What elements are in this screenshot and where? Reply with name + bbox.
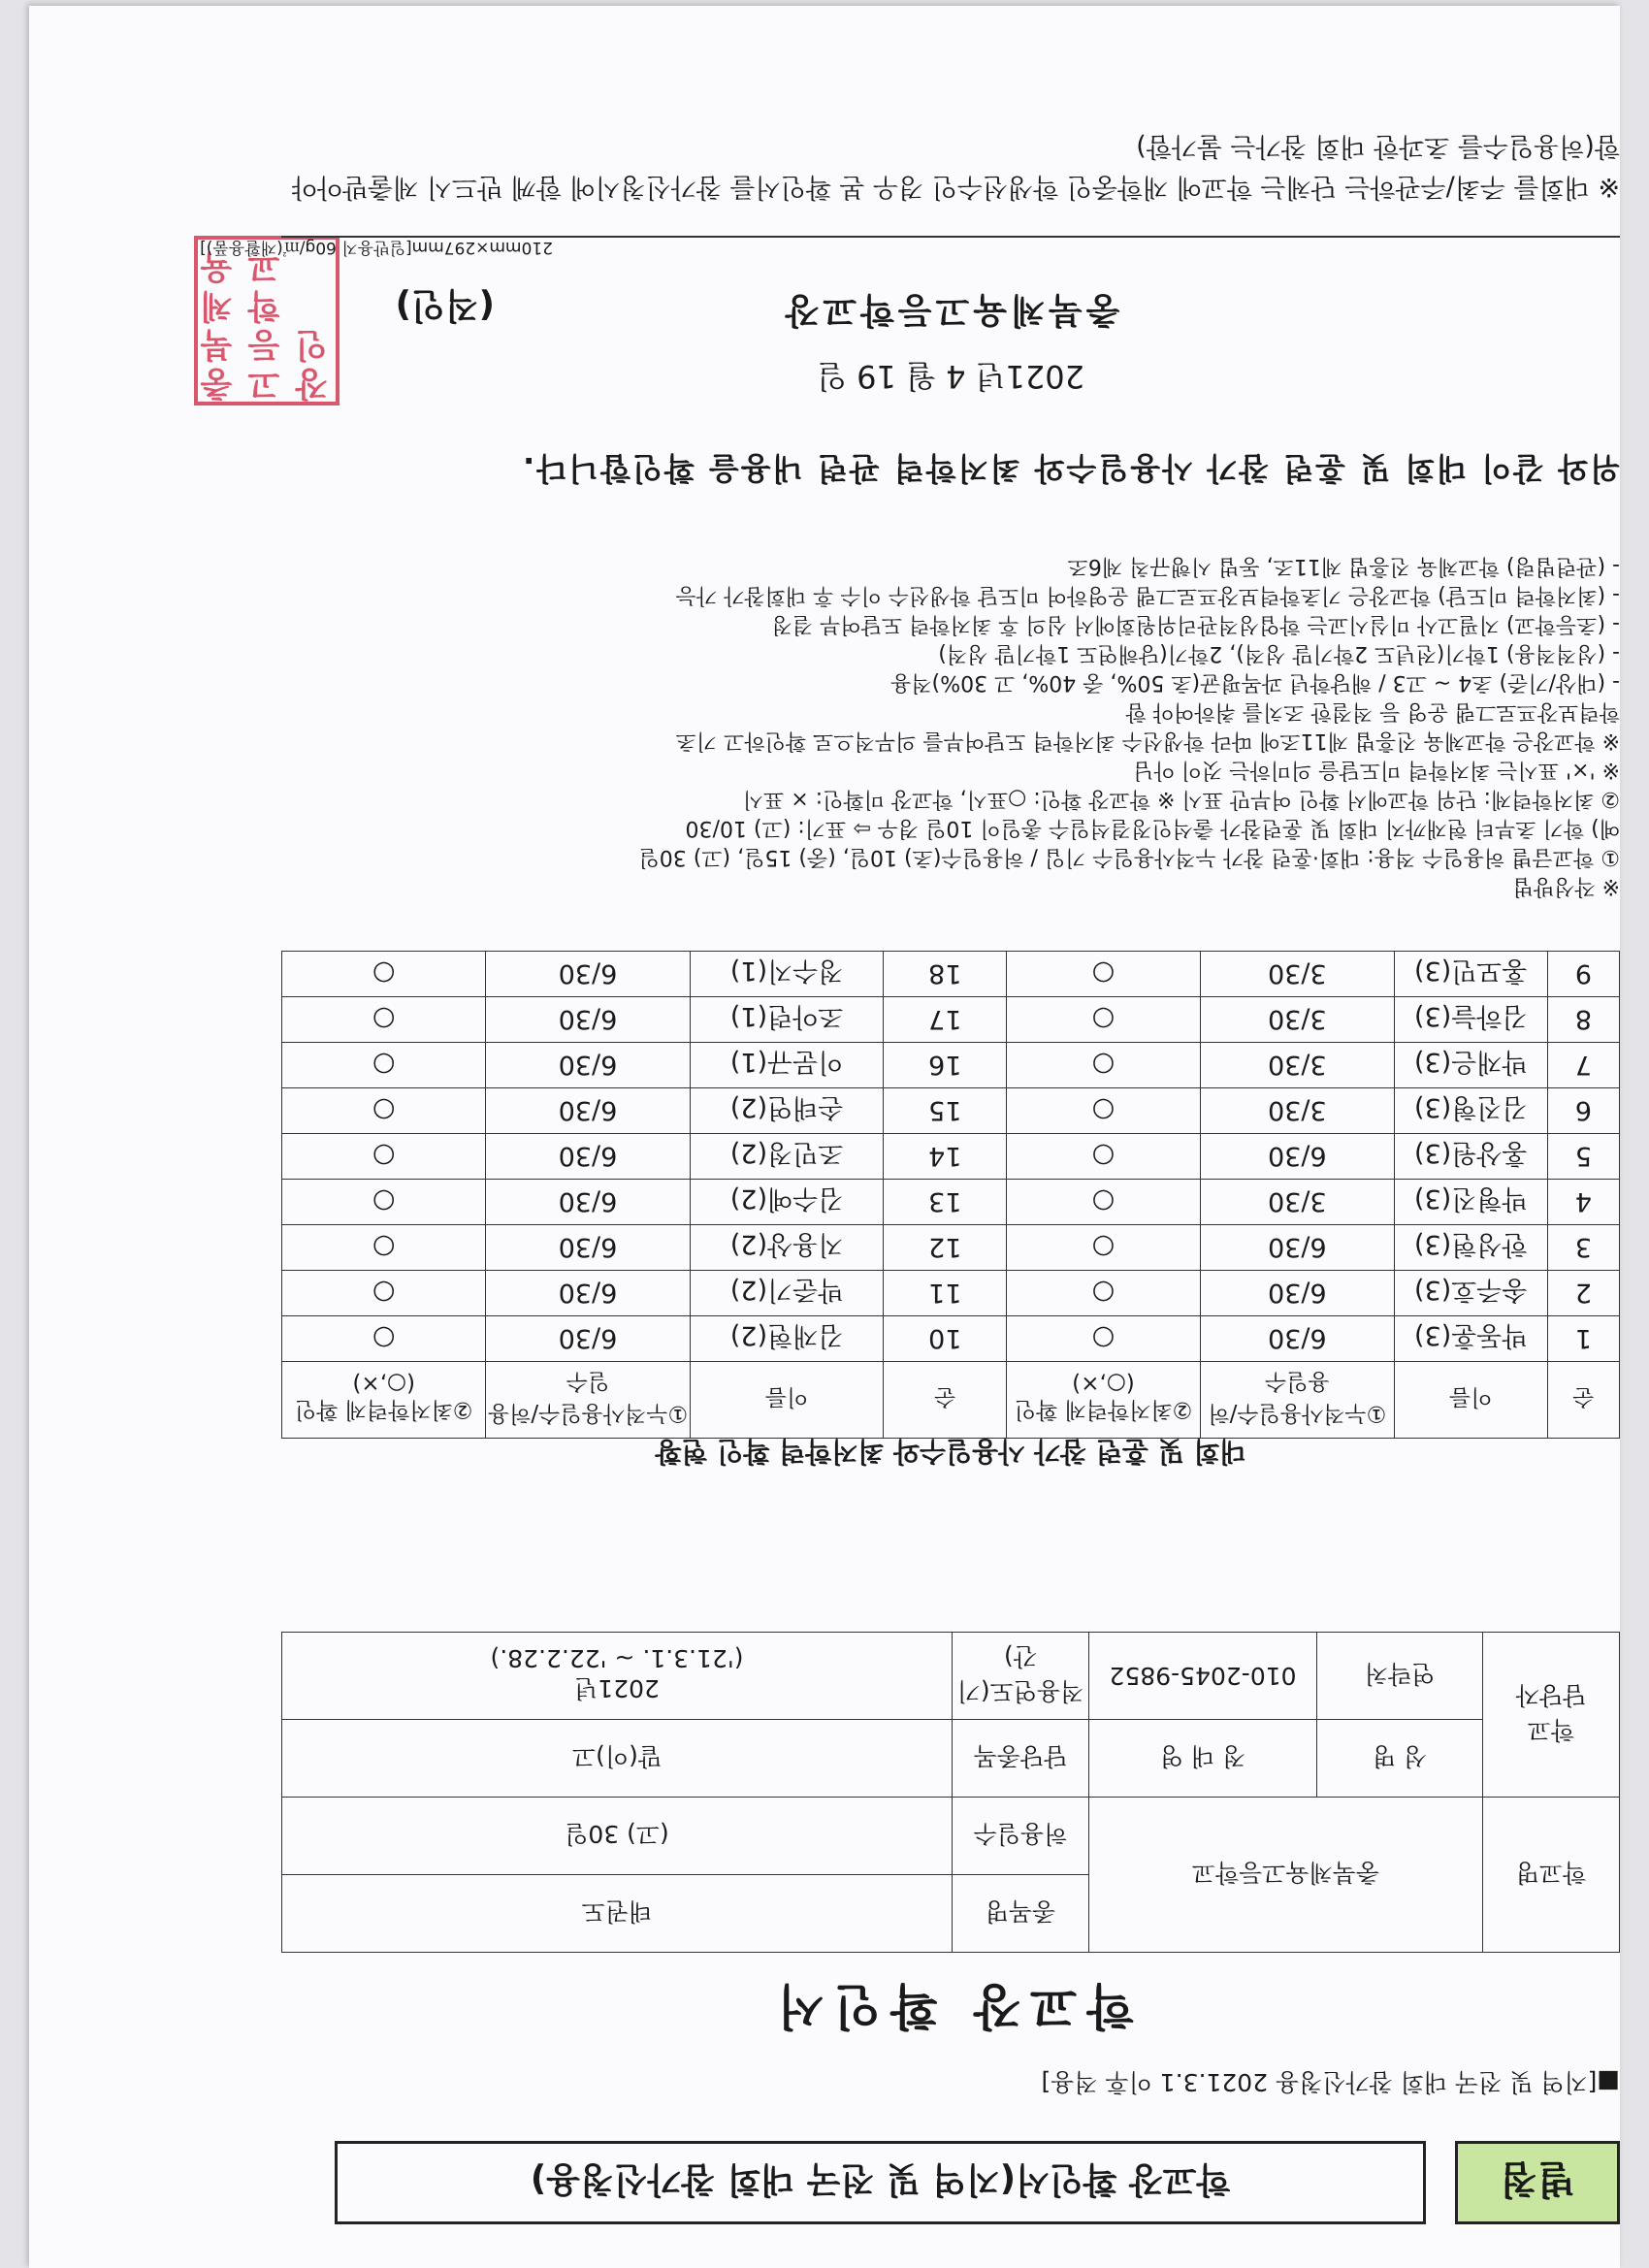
seal-placeholder: (직인) (395, 285, 495, 325)
student-name: 이문규(1) (690, 1043, 884, 1088)
capacity-value: (고) 30일 (282, 1798, 953, 1875)
student-days: 3/30 (1200, 997, 1394, 1043)
student-check: ○ (282, 1316, 486, 1362)
student-name: 김수예(2) (690, 1180, 884, 1225)
student-name: 손태연(2) (690, 1088, 884, 1134)
student-no: 10 (884, 1316, 1007, 1362)
event-label: 종목명 (953, 1875, 1089, 1953)
student-name: 김재현(2) (690, 1316, 884, 1362)
table-row (282, 952, 1620, 997)
student-check: ○ (282, 997, 486, 1043)
student-check: ○ (1007, 1134, 1201, 1180)
col-check-left: ②최저학력제 확인(○,×) (1007, 1362, 1201, 1439)
name-value: 정 대 영 (1089, 1720, 1317, 1798)
instruction-line: - (최저학력 미도달) 학교장은 기초학력보장프로그램 운영하여 미도달 학생선수 이수 후 대회참가 가능 (675, 583, 1620, 607)
instruction-line: ② 최저학력제: 단위 학교에서 확인 여부만 표시 ※ 학교장 확인: ○표시, 학교장 미확인: × 표시 (742, 787, 1620, 811)
document-sheet (29, 6, 1620, 2268)
student-no: 3 (1547, 1225, 1619, 1271)
period-value (282, 1633, 953, 1720)
instruction-line: 예) 학기 초부터 현재까지 대회 및 훈련참가 출석인정결석일수 총일이 10일 경우 ⇨ 표기: (고) 10/30 (685, 816, 1620, 840)
student-no: 5 (1547, 1134, 1619, 1180)
student-check: ○ (282, 1225, 486, 1271)
student-check: ○ (1007, 1316, 1201, 1362)
student-days: 6/30 (486, 1316, 690, 1362)
table-row (282, 1316, 1620, 1362)
student-table (281, 951, 1620, 1439)
student-no: 14 (884, 1134, 1007, 1180)
student-no: 8 (1547, 997, 1619, 1043)
student-name: 조아련(1) (690, 997, 884, 1043)
student-no: 13 (884, 1180, 1007, 1225)
student-days: 6/30 (1200, 1134, 1394, 1180)
col-name-left: 이름 (1394, 1362, 1547, 1439)
instruction-line: ※ 학교장은 학교체육 진흥법 제11조에 따라 학생선수 최저학력 도달여부를 의무적으로 확인하고 기초 (675, 729, 1620, 753)
table-row (282, 1271, 1620, 1316)
student-check: ○ (282, 1180, 486, 1225)
student-no: 11 (884, 1271, 1007, 1316)
student-name: 정수지(1) (690, 952, 884, 997)
event-value: 태권도 (282, 1875, 953, 1953)
student-days: 6/30 (486, 1225, 690, 1271)
student-no: 16 (884, 1043, 1007, 1088)
student-days: 3/30 (1200, 1088, 1394, 1134)
phone-value: 010-2045-9852 (1089, 1633, 1317, 1720)
table-row (282, 997, 1620, 1043)
issue-date: 2021년 4 월 19 일 (817, 358, 1084, 395)
student-no: 7 (1547, 1043, 1619, 1088)
writing-instructions (281, 551, 1620, 900)
student-days: 6/30 (486, 1134, 690, 1180)
responsibility-value: 맡(이)고 (282, 1720, 953, 1798)
student-name: 송주호(3) (1394, 1271, 1547, 1316)
divider (281, 236, 1620, 238)
student-no: 18 (884, 952, 1007, 997)
student-name: 박준기(2) (690, 1271, 884, 1316)
responsibility-label: 담당종목 (953, 1720, 1089, 1798)
student-name: 박동훈(3) (1394, 1316, 1547, 1362)
period-label: 적용연도(기간) (953, 1633, 1089, 1720)
school-info-table (281, 1632, 1620, 1953)
instruction-line: - (성적적용) 1학기(전년도 2학기말 성적), 2학기(당해연도 1학기말 성적) (938, 641, 1620, 665)
student-no: 12 (884, 1225, 1007, 1271)
instruction-line: - (대상/기준) 초4 ~ 고3 / 해당학년 과목평균(초 50%, 중 40%, 고 30%)적용 (890, 670, 1620, 695)
table-row (282, 1088, 1620, 1134)
table-row (282, 1225, 1620, 1271)
student-days: 6/30 (486, 1043, 690, 1088)
student-days: 3/30 (1200, 1180, 1394, 1225)
paper-spec: 210mm×297mm[일반용지 60g/㎡(재활용품)] (200, 238, 553, 257)
student-check: ○ (282, 1043, 486, 1088)
student-days: 6/30 (1200, 1271, 1394, 1316)
col-days-right: ①누적사용일수/허용일수 (486, 1362, 690, 1439)
phone-label: 연락처 (1317, 1633, 1483, 1720)
student-name: 김하늘(3) (1394, 997, 1547, 1043)
instruction-line: ※ '×' 표시는 최저학력 미도달을 의미하는 것이 아님 (1133, 758, 1620, 782)
instruction-line: - (초등학교) 지필고사 미실시교는 학업성적관리위원회에서 심의 후 최저학력 도달여부 결정 (771, 612, 1620, 636)
instruction-line: ① 학교급별 허용일수 적용: 대회·훈련 참가 누적사용일수 기입 / 허용일수(초) 10일, (중) 15일, (고) 30일 (638, 845, 1620, 869)
applicability-note: ■[지역 및 전국 대회 참가신청용 2021.3.1 이후 적용] (1041, 2068, 1620, 2096)
student-name: 박재은(3) (1394, 1043, 1547, 1088)
principal-name: 충북체육고등학교장 (781, 290, 1120, 330)
col-no-left: 순 (1547, 1362, 1619, 1439)
document-header-title: 학교장 확인서(지역 및 전국 대회 참가신청용) (335, 2141, 1426, 2224)
student-name: 홍상원(3) (1394, 1134, 1547, 1180)
official-seal-stamp: 충북체육고등학교장인 (194, 236, 340, 405)
student-days: 6/30 (486, 1271, 690, 1316)
school-label: 학교명 (1483, 1798, 1620, 1953)
student-no: 2 (1547, 1271, 1619, 1316)
table-row (282, 1043, 1620, 1088)
student-no: 6 (1547, 1088, 1619, 1134)
period-range: ('21.3.1. ~ '22.2.28.) (490, 1644, 744, 1672)
table-row (282, 1134, 1620, 1180)
attachment-label: 별첨 (1455, 2141, 1620, 2224)
student-name: 조민정(2) (690, 1134, 884, 1180)
student-no: 4 (1547, 1180, 1619, 1225)
confirmation-statement: 위와 같이 대회 및 훈련 참가 사용일수와 최저학력 관련 내용을 확인합니다. (521, 450, 1620, 487)
student-check: ○ (282, 1134, 486, 1180)
student-check: ○ (282, 952, 486, 997)
student-check: ○ (1007, 997, 1201, 1043)
student-check: ○ (282, 1088, 486, 1134)
student-check: ○ (1007, 1271, 1201, 1316)
school-value: 충북체육고등학교 (1089, 1798, 1483, 1953)
student-name: 한성현(3) (1394, 1225, 1547, 1271)
student-check: ○ (282, 1271, 486, 1316)
page-title: 학교장 확인서 (767, 1978, 1134, 2034)
instruction-line: ※ 작성방법 (1512, 874, 1620, 898)
student-no: 15 (884, 1088, 1007, 1134)
student-days: 3/30 (1200, 952, 1394, 997)
student-no: 17 (884, 997, 1007, 1043)
table-subtitle: 대회 및 훈련 참가 사용일수와 최저학력 확인 현황 (655, 1436, 1246, 1468)
student-days: 6/30 (486, 1180, 690, 1225)
student-name: 김진형(3) (1394, 1088, 1547, 1134)
student-name: 홍모민(3) (1394, 952, 1547, 997)
student-days: 6/30 (1200, 1225, 1394, 1271)
student-days: 6/30 (1200, 1316, 1394, 1362)
student-days: 3/30 (1200, 1043, 1394, 1088)
student-days: 6/30 (486, 997, 690, 1043)
instruction-line: - (관련법령) 학교체육 진흥법 제11조, 동법 시행규칙 제6조 (1067, 554, 1620, 578)
student-check: ○ (1007, 952, 1201, 997)
col-days-left: ①누적사용일수/허용일수 (1200, 1362, 1394, 1439)
capacity-label: 허용일수 (953, 1798, 1089, 1875)
student-no: 9 (1547, 952, 1619, 997)
col-name-right: 이름 (690, 1362, 884, 1439)
student-name: 지용상(2) (690, 1225, 884, 1271)
student-name: 박형진(3) (1394, 1180, 1547, 1225)
student-days: 6/30 (486, 1088, 690, 1134)
contact-group-label: 학교 담당자 (1483, 1633, 1620, 1798)
student-no: 1 (1547, 1316, 1619, 1362)
student-check: ○ (1007, 1088, 1201, 1134)
student-days: 6/30 (486, 952, 690, 997)
period-year: 2021년 (574, 1674, 660, 1702)
col-no-right: 순 (884, 1362, 1007, 1439)
student-check: ○ (1007, 1225, 1201, 1271)
name-label: 성 명 (1317, 1720, 1483, 1798)
submission-note: ※ 대회를 주최/주관하는 단체는 학교에 재학중인 학생선수인 경우 본 확인서를 참가신청시에 함께 반드시 제출받아야 함(허용일수를 초과한 대회 참가는 불가함) (291, 131, 1620, 202)
student-check: ○ (1007, 1180, 1201, 1225)
table-row (282, 1180, 1620, 1225)
instruction-line: 학력보장프로그램 운영 등 적절한 조치를 취하여야 함 (1125, 699, 1620, 724)
col-check-right: ②최저학력제 확인(○,×) (282, 1362, 486, 1439)
student-check: ○ (1007, 1043, 1201, 1088)
